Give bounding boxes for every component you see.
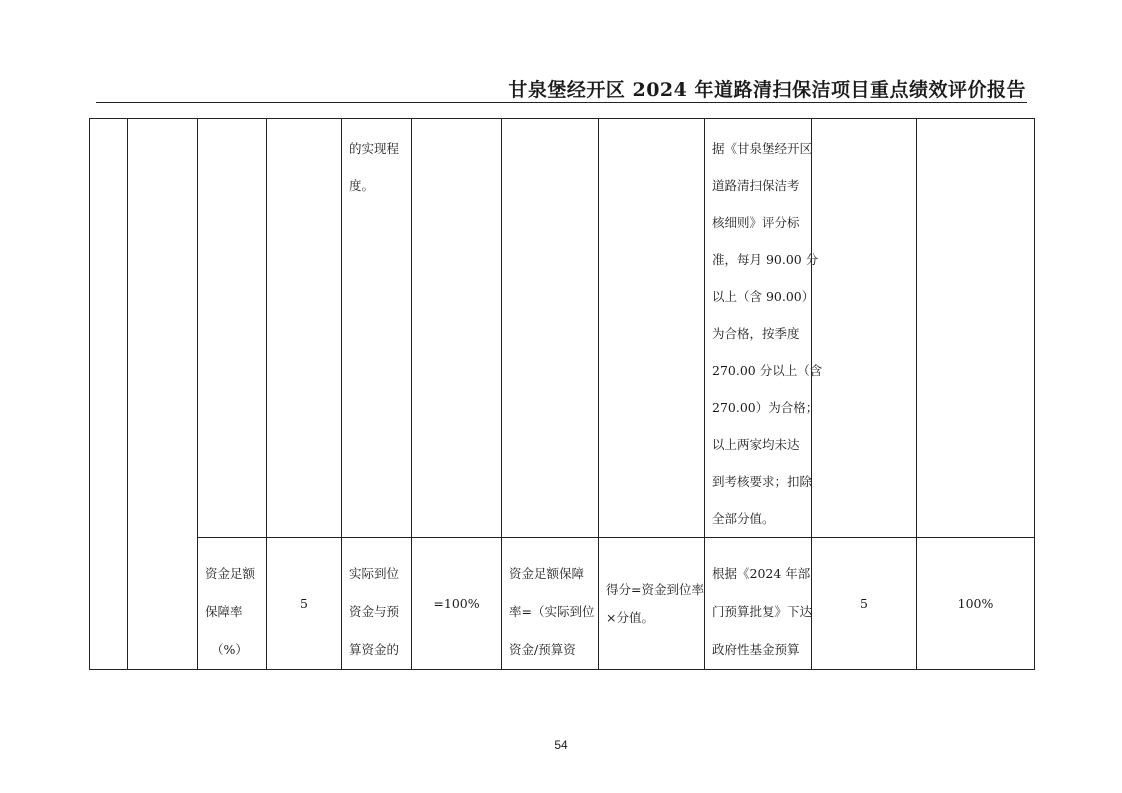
indicator-desc-cell [342,119,412,538]
indicator-desc-text: 的实现程 度。 [349,141,400,193]
basis-text: 根据《2024 年部 门预算批复》下达 政府性基金预算 [712,566,813,657]
formula-text: 资金足额保障 率=（实际到位 资金/预算资 [509,566,595,657]
table-row [90,119,1035,538]
indicator-desc-cell [342,538,412,670]
score-cell [812,538,917,670]
scoring-cell [599,538,705,670]
weight-cell [267,119,342,538]
target-cell [412,119,502,538]
table-row [90,538,1035,670]
scoring-cell [599,119,705,538]
score-cell [812,119,917,538]
basis-cell [705,538,812,670]
basis-cell [705,119,823,538]
formula-cell [502,119,599,538]
indicator-text: 资金足额 保障率 （%） [205,566,256,657]
indicator-cell [198,538,267,670]
basis-text: 据《甘泉堡经开区 道路清扫保洁考 核细则》评分标 准，每月 90.00 分 以上（含 90.00） 为合格，按季度 270.00 分以上（含 270.00）为合格； 以上两家均未达 到考核要求；扣除 全部分值。 [712,141,823,526]
evaluation-table [89,118,1035,670]
indicator-cell [198,119,267,538]
target-cell [412,538,502,670]
report-title: 甘泉堡经开区 2024 年道路清扫保洁项目重点绩效评价报告 [508,79,1026,101]
actual-value: 100% [957,596,994,611]
actual-cell [917,538,1035,670]
scoring-text: 得分=资金到位率 ×分值。 [606,581,704,625]
score-value: 5 [860,596,868,611]
weight-value: 5 [300,596,308,611]
col-level2-cell [128,119,198,670]
weight-cell [267,538,342,670]
indicator-desc-text: 实际到位 资金与预 算资金的 [349,566,400,657]
header-divider [96,102,1027,103]
page-number: 54 [554,738,568,752]
col-level1-cell [90,119,128,670]
formula-cell [502,538,599,670]
actual-cell [917,119,1035,538]
target-value: =100% [433,596,480,611]
